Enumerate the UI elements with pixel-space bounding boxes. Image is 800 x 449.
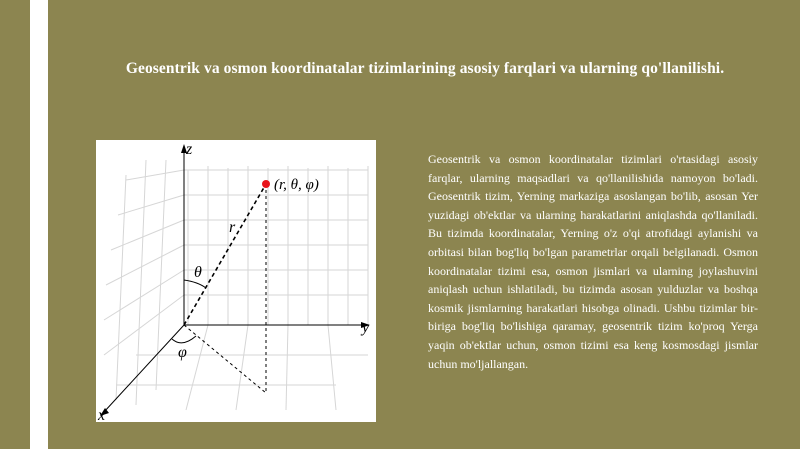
x-axis-label: x (98, 407, 106, 422)
decorative-stripe (30, 0, 48, 449)
grid-lines (104, 160, 368, 410)
y-axis-label: y (362, 319, 370, 336)
phi-arc (172, 336, 196, 343)
spherical-coordinates-figure (96, 140, 376, 422)
z-axis-label: z (186, 141, 193, 158)
x-axis-line (104, 325, 184, 412)
radius-line (184, 184, 266, 325)
point-label: (r, θ, φ) (274, 177, 319, 193)
axis-arrowheads (100, 144, 370, 416)
spherical-coordinates-diagram (96, 140, 376, 422)
coordinate-axes (104, 150, 364, 412)
slide-title: Geosentrik va osmon koordinatalar tizimlarining asosiy farqlari va ularning qo'llanilishi. (125, 60, 725, 77)
theta-label: θ (194, 264, 202, 281)
description-paragraph: Geosentrik va osmon koordinatalar tizimlari o'rtasidagi asosiy farqlar, ularning maqsadlari va qo'llanilishida namoyon bo'ladi. Geosentrik tizim, Yerning markaziga asoslangan bo'lib, asosan Yer yuzidagi ob'ektlar va ularning harakatlarini aniqlashda qo'llaniladi. Bu tizimda koordinatalar, Yerning o'z o'qi atrofidagi aylanishi va orbitasi bilan bog'liq bo'lgan parametrlar orqali belgilanadi. Osmon koordinatalar tizimi esa, osmon jismlari va ularning joylashuvini aniqlash uchun ishlatiladi, bu tizimda asosan yulduzlar va boshqa kosmik jismlarning harakatlari hisobga olinadi. Ushbu tizimlar bir-biriga bog'liq bo'lishiga qaramay, geosentrik tizim ko'proq Yerga yaqin ob'ektlar uchun, osmon tizimi esa keng kosmosdagi jismlar uchun mo'ljallangan. (428, 152, 758, 371)
projection-floor (184, 325, 266, 393)
radius-label: r (229, 219, 236, 236)
theta-arc (184, 280, 206, 288)
point-marker (262, 180, 270, 188)
phi-label: φ (178, 344, 187, 361)
